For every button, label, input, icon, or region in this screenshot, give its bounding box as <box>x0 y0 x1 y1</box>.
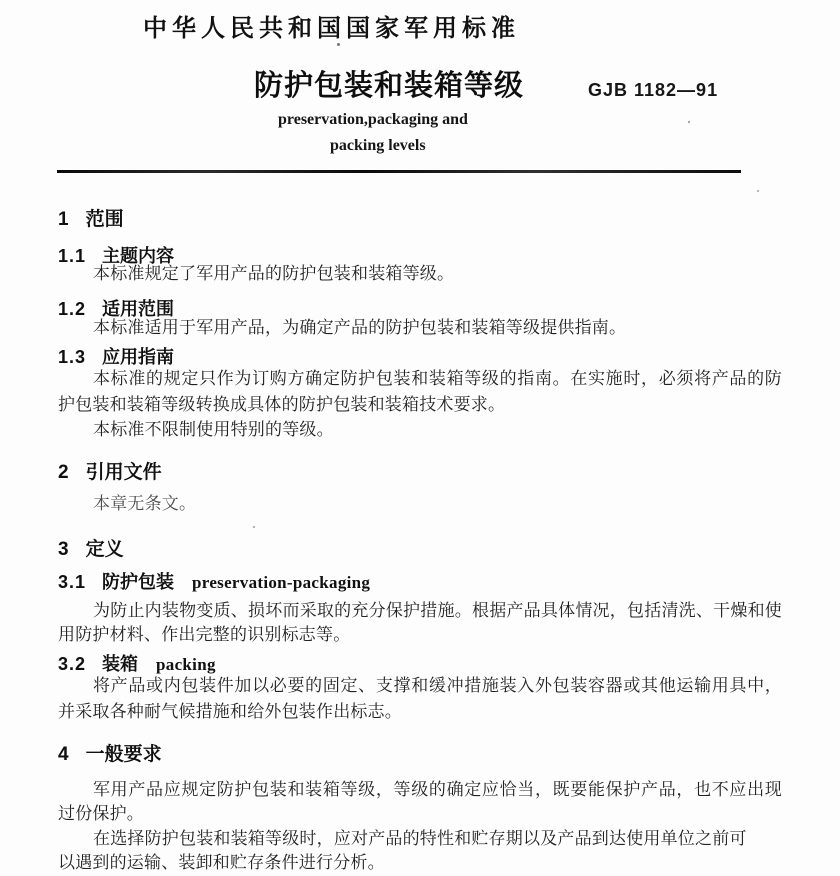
paragraph-line: 在选择防护包装和装箱等级时，应对产品的特性和贮存期以及产品到达使用单位之前可 <box>93 829 747 848</box>
standard-header: 中华人民共和国国家军用标准 <box>143 15 520 42</box>
section-heading-3-2 <box>58 650 216 676</box>
term-english: packing <box>156 655 216 674</box>
paragraph-line: 本标准不限制使用特别的等级。 <box>93 420 334 439</box>
paragraph-line: 军用产品应规定防护包装和装箱等级，等级的确定应恰当，既要能保护产品，也不应出现 <box>93 780 782 799</box>
english-subtitle-line1: preservation,packaging and <box>278 111 468 128</box>
section-number: 1.2 <box>58 299 87 319</box>
section-heading-1-3 <box>58 343 174 369</box>
standard-number: GJB 1182—91 <box>588 80 719 100</box>
paragraph-line: 过份保护。 <box>58 804 144 823</box>
scan-artifact <box>757 190 759 192</box>
paragraph-line: 用防护材料、作出完整的识别标志等。 <box>58 625 351 644</box>
section-title: 主题内容 <box>102 246 175 266</box>
paragraph-line: 本标准规定了军用产品的防护包装和装箱等级。 <box>93 264 455 283</box>
section-title: 引用文件 <box>85 462 162 483</box>
section-number: 1.1 <box>58 246 87 266</box>
section-number: 3 <box>58 539 70 560</box>
paragraph-line: 本章无条文。 <box>93 494 197 513</box>
section-title: 定义 <box>85 539 124 560</box>
document-title: 防护包装和装箱等级 <box>254 70 525 102</box>
paragraph-line: 以遇到的运输、装卸和贮存条件进行分析。 <box>58 853 385 872</box>
section-title: 范围 <box>85 209 124 230</box>
section-heading-3 <box>58 534 124 561</box>
paragraph-line: 本标准适用于军用产品，为确定产品的防护包装和装箱等级提供指南。 <box>93 318 627 337</box>
section-title: 装箱 <box>102 654 139 674</box>
section-number: 3.1 <box>58 572 87 592</box>
section-number: 4 <box>58 744 70 765</box>
scan-artifact <box>253 526 255 528</box>
section-title: 适用范围 <box>102 299 175 319</box>
section-title: 防护包装 <box>102 572 175 592</box>
section-number: 2 <box>58 462 70 483</box>
header-divider <box>57 170 741 173</box>
paragraph-line: 将产品或内包装件加以必要的固定、支撑和缓冲措施装入外包装容器或其他运输用具中， <box>93 676 782 695</box>
paragraph-line: 本标准的规定只作为订购方确定防护包装和装箱等级的指南。在实施时，必须将产品的防 <box>93 369 782 388</box>
section-heading-2 <box>58 457 162 484</box>
section-heading-4 <box>58 739 162 766</box>
section-heading-3-1 <box>58 568 370 594</box>
scan-artifact <box>688 121 690 123</box>
paragraph-line: 为防止内装物变质、损坏而采取的充分保护措施。根据产品具体情况，包括清洗、干燥和使 <box>93 601 782 620</box>
paragraph-line: 护包装和装箱等级转换成具体的防护包装和装箱技术要求。 <box>58 395 506 414</box>
section-title: 一般要求 <box>85 744 162 765</box>
paragraph-line: 并采取各种耐气候措施和给外包装作出标志。 <box>58 702 402 721</box>
section-number: 1.3 <box>58 347 87 367</box>
english-subtitle-line2: packing levels <box>330 137 426 154</box>
section-number: 3.2 <box>58 654 87 674</box>
term-english: preservation-packaging <box>192 573 371 592</box>
section-title: 应用指南 <box>102 347 175 367</box>
section-number: 1 <box>58 209 70 230</box>
scan-artifact <box>337 43 340 46</box>
section-heading-1 <box>58 204 124 231</box>
